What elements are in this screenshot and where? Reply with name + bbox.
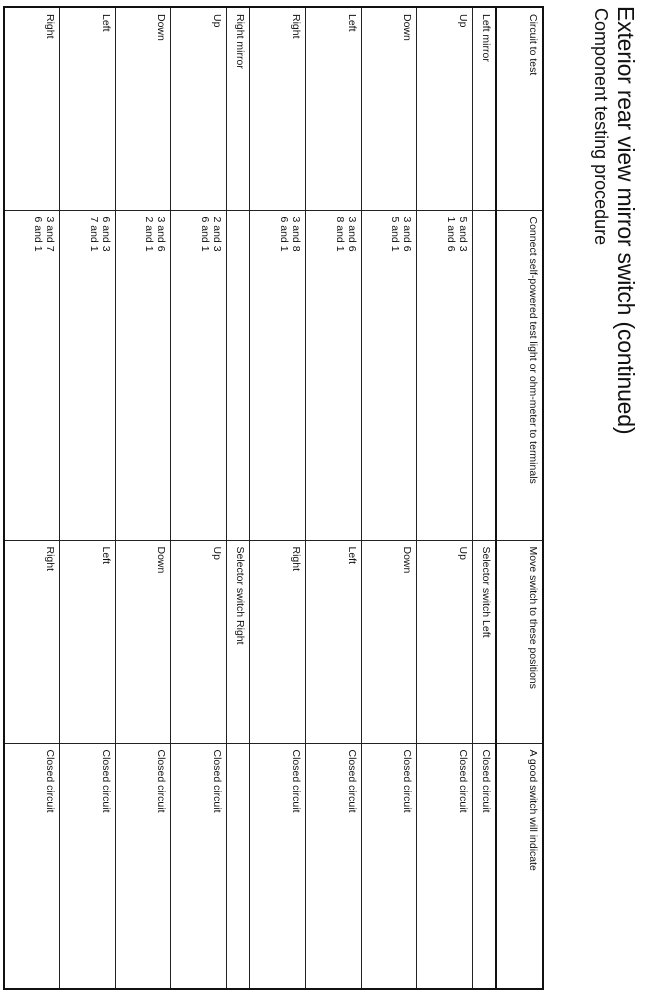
row-terminals: 3 and 8 6 and 1 <box>250 210 306 540</box>
row-move: Up <box>417 540 473 743</box>
row-indicate: Closed circuit <box>306 743 362 989</box>
row-move: Right <box>250 540 306 743</box>
header-indicate: A good switch will indicate <box>496 743 543 989</box>
row-circuit: Up <box>417 7 473 210</box>
table-row <box>4 7 60 989</box>
table-row <box>171 7 227 989</box>
row-terminals: 2 and 3 6 and 1 <box>171 210 227 540</box>
row-circuit: Down <box>361 7 417 210</box>
row-terminals: 3 and 6 5 and 1 <box>361 210 417 540</box>
row-terminals: 3 and 6 8 and 1 <box>306 210 362 540</box>
section-indicate <box>226 743 250 989</box>
row-indicate: Closed circuit <box>4 743 60 989</box>
row-terminals: 6 and 3 7 and 1 <box>60 210 116 540</box>
section-terminals <box>226 210 250 540</box>
row-indicate: Closed circuit <box>115 743 171 989</box>
row-circuit: Down <box>115 7 171 210</box>
row-move: Right <box>4 540 60 743</box>
section-terminals <box>472 210 496 540</box>
table-row <box>60 7 116 989</box>
page-title: Exterior rear view mirror switch (continued) <box>613 6 639 435</box>
row-move: Down <box>115 540 171 743</box>
table-header-row <box>496 7 543 989</box>
component-testing-table <box>3 6 544 990</box>
section-move: Selector switch Left <box>472 540 496 743</box>
section-row-right-mirror <box>226 7 250 989</box>
header-circuit: Circuit to test <box>496 7 543 210</box>
row-move: Left <box>306 540 362 743</box>
row-move: Down <box>361 540 417 743</box>
row-indicate: Closed circuit <box>250 743 306 989</box>
row-circuit: Left <box>306 7 362 210</box>
row-terminals: 3 and 7 6 and 1 <box>4 210 60 540</box>
table-row <box>306 7 362 989</box>
row-indicate: Closed circuit <box>171 743 227 989</box>
row-terminals: 3 and 6 2 and 1 <box>115 210 171 540</box>
header-connect: Connect self-powered test light or ohm-meter to terminals <box>496 210 543 540</box>
section-subtitle: Component testing procedure <box>591 8 611 246</box>
row-circuit: Right <box>4 7 60 210</box>
row-indicate: Closed circuit <box>417 743 473 989</box>
row-indicate: Closed circuit <box>60 743 116 989</box>
row-circuit: Left <box>60 7 116 210</box>
row-indicate: Closed circuit <box>361 743 417 989</box>
section-row-left-mirror <box>472 7 496 989</box>
row-circuit: Right <box>250 7 306 210</box>
section-indicate: Closed circuit <box>472 743 496 989</box>
row-move: Left <box>60 540 116 743</box>
table-row <box>115 7 171 989</box>
section-circuit: Left mirror <box>472 7 496 210</box>
section-move: Selector switch Right <box>226 540 250 743</box>
table-row <box>250 7 306 989</box>
row-terminals: 5 and 3 1 and 6 <box>417 210 473 540</box>
table-row <box>417 7 473 989</box>
row-move: Up <box>171 540 227 743</box>
header-move: Move switch to these positions <box>496 540 543 743</box>
row-circuit: Up <box>171 7 227 210</box>
table-row <box>361 7 417 989</box>
section-circuit: Right mirror <box>226 7 250 210</box>
